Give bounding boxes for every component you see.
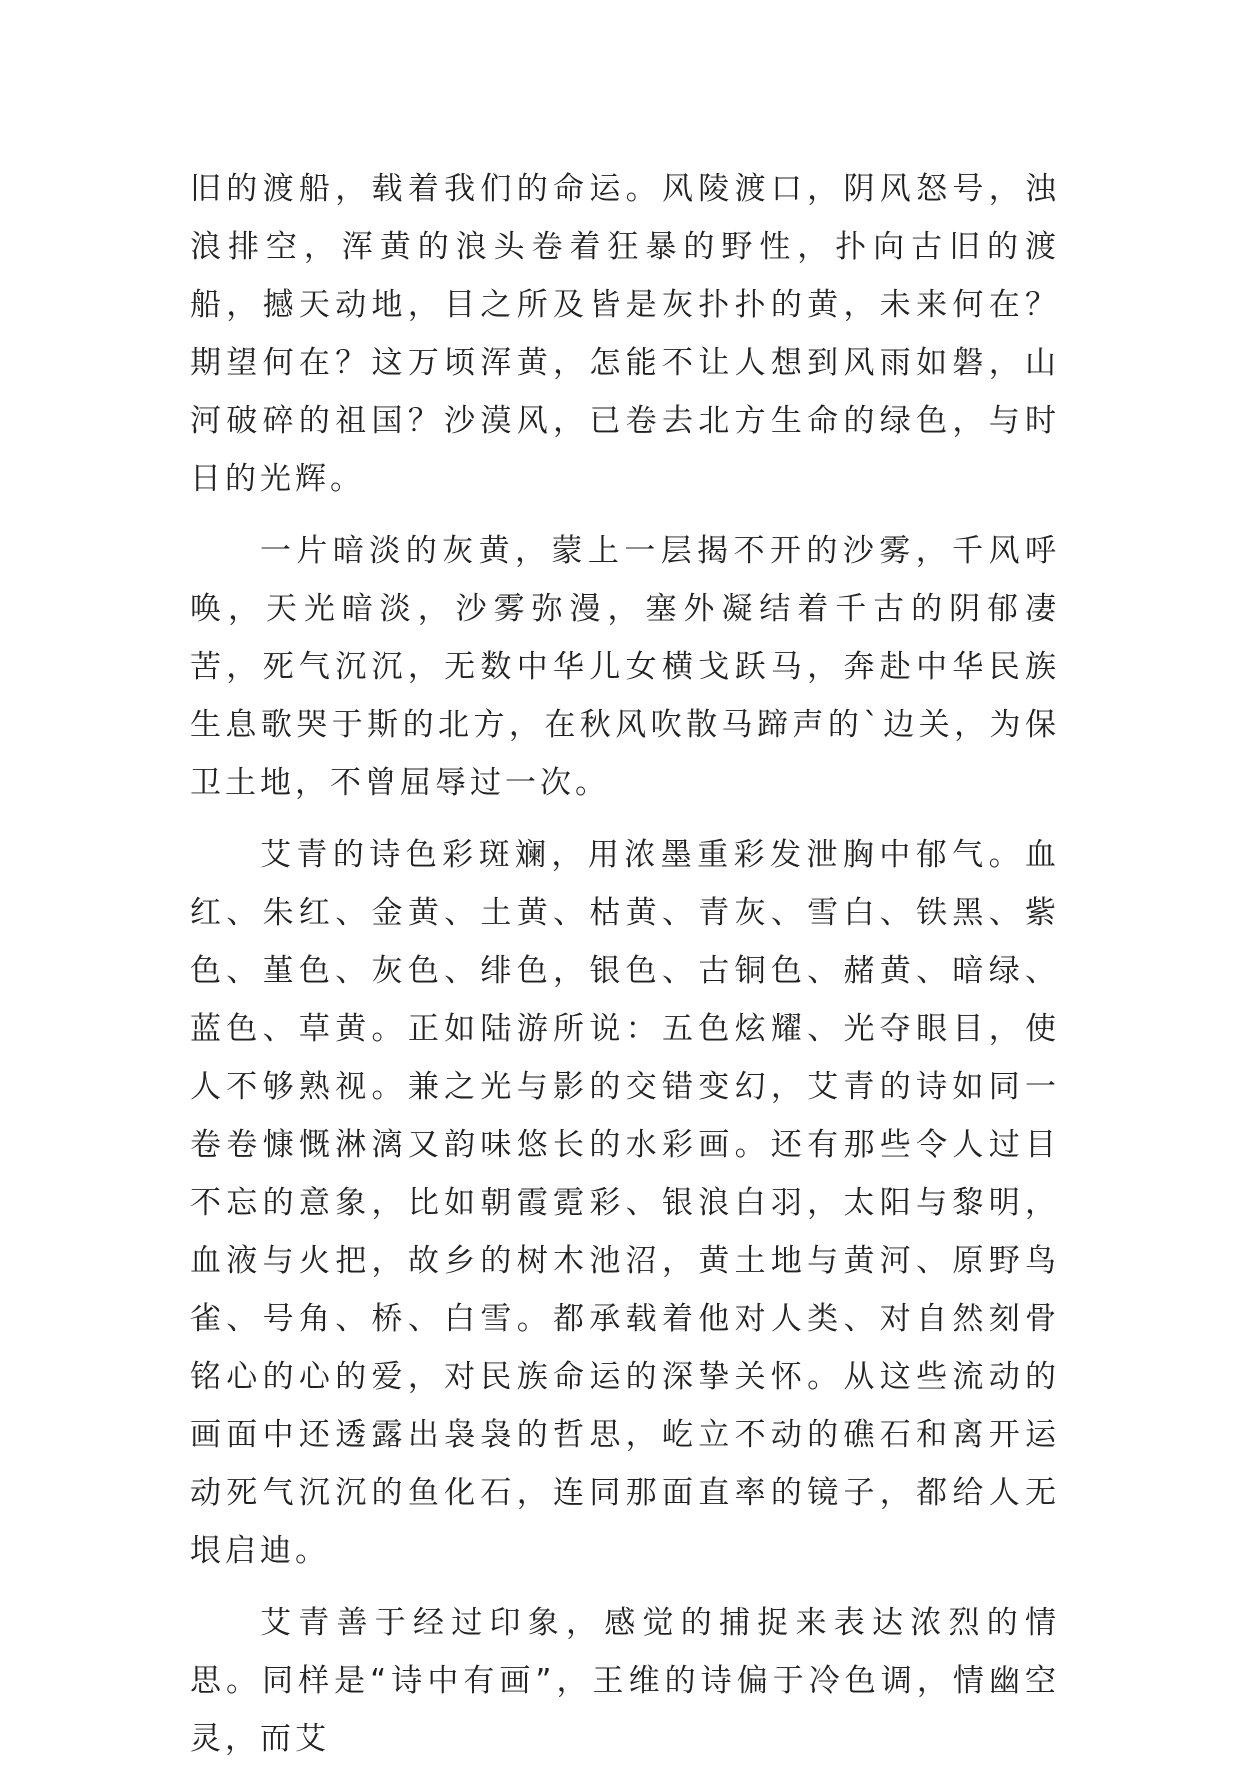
paragraph-1: 旧的渡船，载着我们的命运。风陵渡口，阴风怒号，浊浪排空，浑黄的浪头卷着狂暴的野性，扑向古旧的渡船，撼天动地，目之所及皆是灰扑扑的黄，未来何在？期望何在？这万顷浑黄，怎能不让人想到风雨如磐，山河破碎的祖国？沙漠风，已卷去北方生命的绿色，与时日的光辉。: [190, 171, 1060, 497]
paragraph-3: 艾青的诗色彩斑斓，用浓墨重彩发泄胸中郁气。血红、朱红、金黄、土黄、枯黄、青灰、雪白、铁黑、紫色、堇色、灰色、绯色，银色、古铜色、赭黄、暗绿、蓝色、草黄。正如陆游所说：五色炫耀、光夺眼目，使人不够熟视。兼之光与影的交错变幻，艾青的诗如同一卷卷慷慨淋漓又韵味悠长的水彩画。还有那些令人过目不忘的意象，比如朝霞霓彩、银浪白羽，太阳与黎明，血液与火把，故乡的树木池沼，黄土地与黄河、原野鸟雀、号角、桥、白雪。都承载着他对人类、对自然刻骨铭心的心的爱，对民族命运的深挚关怀。从这些流动的画面中还透露出袅袅的哲思，屹立不动的礁石和离开运动死气沉沉的鱼化石，连同那面直率的镜子，都给人无垠启迪。: [190, 837, 1060, 1569]
paragraph-2: 一片暗淡的灰黄，蒙上一层揭不开的沙雾，千风呼唤，天光暗淡，沙雾弥漫，塞外凝结着千古的阴郁凄苦，死气沉沉，无数中华儿女横戈跃马，奔赴中华民族生息歌哭于斯的北方，在秋风吹散马蹄声的`边关，为保卫土地，不曾屈辱过一次。: [190, 533, 1060, 801]
paragraph-4: 艾青善于经过印象，感觉的捕捉来表达浓烈的情思。同样是“诗中有画”，王维的诗偏于冷色调，情幽空灵，而艾: [190, 1605, 1060, 1757]
document-body: [190, 160, 1060, 1768]
